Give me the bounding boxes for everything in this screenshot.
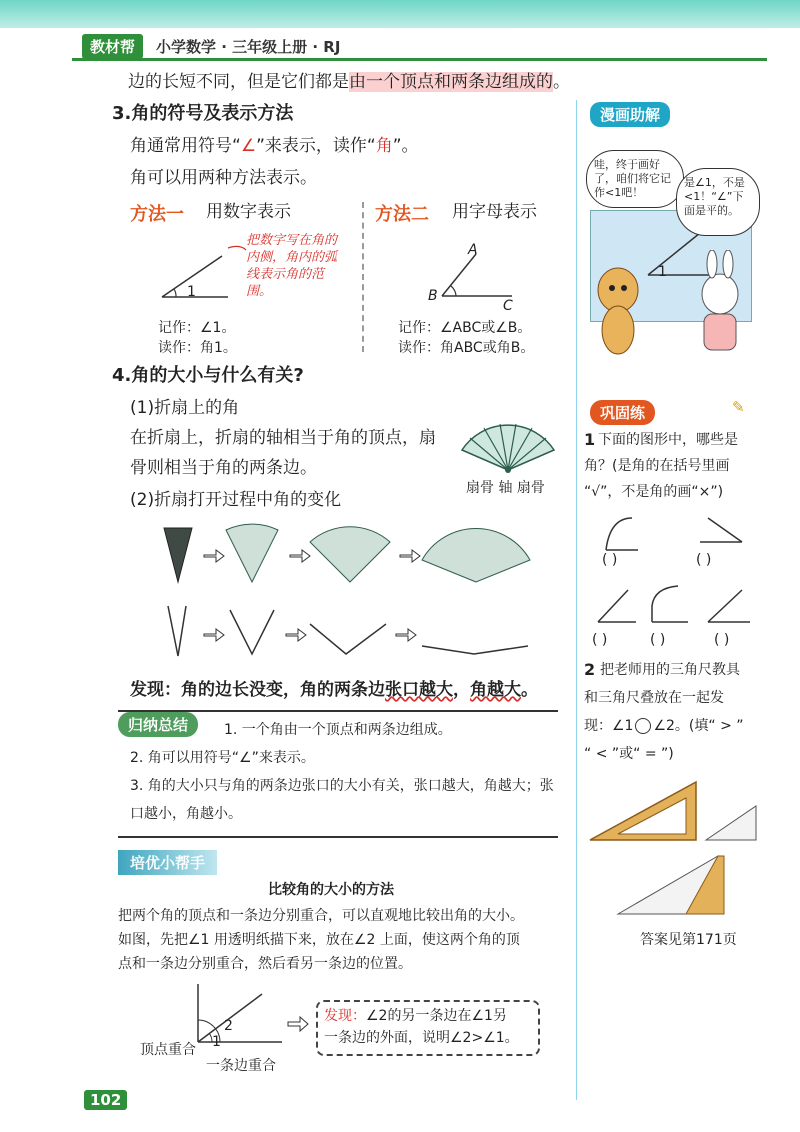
intro-highlight: 由一个顶点和两条边组成的 <box>349 72 553 92</box>
q2-line4: “ < ”或“ = ”) <box>584 746 674 762</box>
sec4-sub1: (1)折扇上的角 <box>130 398 240 418</box>
q1-line3: “√”，不是角的画“×”) <box>584 484 724 500</box>
sec4-sub2: (2)折扇打开过程中角的变化 <box>130 490 342 510</box>
q1-figures <box>590 510 760 640</box>
fan-image <box>458 420 558 478</box>
q2-line3: 现：∠1 ∠2。(填“ > ” <box>584 718 744 734</box>
q1-paren-3[interactable]: ( ) <box>592 632 608 648</box>
method1-text: 用数字表示 <box>206 202 291 222</box>
helper-p3: 点和一条边分别重合，然后看另一条边的位置。 <box>118 956 412 972</box>
kangaroo-character <box>588 250 648 360</box>
fan-labels: 扇骨 轴 扇骨 <box>466 480 545 496</box>
sec4-title: 4.角的大小与什么有关? <box>112 365 304 386</box>
summary-tag: 归纳总结 <box>118 712 198 737</box>
method2-read: 读作：角ABC或角B。 <box>398 340 535 356</box>
overlap-angles-diagram <box>190 980 290 1050</box>
summary-line3: 3. 角的大小只与角的两条边张口的大小有关，张口越大，角越大；张 <box>130 778 554 794</box>
method1-note: 把数字写在角的内侧，角内的弧线表示角的范围。 <box>246 233 338 299</box>
practice-title: 巩固练 <box>590 400 655 425</box>
fan-sequence <box>150 520 550 590</box>
angle-label-2: 2 <box>224 1018 233 1034</box>
comic-angle-number: 1 <box>658 264 667 280</box>
label-B: B <box>428 288 438 304</box>
helper-title: 比较角的大小的方法 <box>268 882 394 898</box>
angle1-number: 1 <box>187 284 196 300</box>
angle-sequence <box>150 600 550 660</box>
sec3-title: 3.角的符号及表示方法 <box>112 103 294 124</box>
helper-tag: 培优小帮手 <box>118 850 217 875</box>
intro-line: 边的长短不同，但是它们都是由一个顶点和两条边组成的。 <box>128 72 570 92</box>
sec4-p2: 骨则相当于角的两条边。 <box>130 458 317 478</box>
q1-number: 1 <box>584 430 596 449</box>
method1-write: 记作：∠1。 <box>158 320 236 336</box>
summary-line1: 1. 一个角由一个顶点和两条边组成。 <box>224 722 452 738</box>
rabbit-character <box>690 250 750 360</box>
label-A: A <box>468 242 478 258</box>
method2-label: 方法二 <box>375 204 429 225</box>
q1-paren-4[interactable]: ( ) <box>650 632 666 648</box>
fan-fully-open <box>422 528 530 582</box>
helper-p1: 把两个角的顶点和一条边分别重合，可以直观地比较出角的大小。 <box>118 908 524 924</box>
answer-reference: 答案见第171页 <box>640 932 737 948</box>
sec3-p1: 角通常用符号“∠”来表示，读作“角”。 <box>130 136 419 156</box>
arrow-1 <box>204 550 224 562</box>
bubble1-text: 哇，终于画好了，咱们将它记作<1吧！ <box>594 158 671 199</box>
q1-line2: 角？(是角的在括号里画 <box>584 458 730 474</box>
q2-line1: 把老师用的三角尺教具 <box>600 662 740 678</box>
q1-paren-2[interactable]: ( ) <box>696 552 712 568</box>
method1-label: 方法一 <box>130 204 184 225</box>
helper-finding-line2: 一条边的外面，说明∠2>∠1。 <box>324 1030 519 1046</box>
fan-half-open <box>310 527 390 582</box>
method2-text: 用字母表示 <box>452 202 537 222</box>
comic-title: 漫画助解 <box>590 102 670 127</box>
method2-write: 记作：∠ABC或∠B。 <box>398 320 532 336</box>
helper-p2: 如图，先把∠1 用透明纸描下来，放在∠2 上面，使这两个角的顶 <box>118 932 520 948</box>
q1-line1: 下面的图形中，哪些是 <box>598 432 738 448</box>
side-divider <box>576 100 577 1100</box>
bubble2-text: 是∠1，不是<1！“∠”下面是平的。 <box>684 176 745 217</box>
sec3-p2: 角可以用两种方法表示。 <box>130 168 317 188</box>
method1-read: 读作：角1。 <box>158 340 237 356</box>
label-side: 一条边重合 <box>206 1058 276 1074</box>
header-title: 小学数学 · 三年级上册 · RJ <box>156 38 341 56</box>
label-C: C <box>503 298 513 314</box>
header-divider <box>72 58 767 61</box>
label-vertex: 顶点重合 <box>140 1042 196 1058</box>
page-number: 102 <box>84 1090 127 1110</box>
q1-paren-1[interactable]: ( ) <box>602 552 618 568</box>
helper-finding-line1: 发现：∠2的另一条边在∠1另 <box>324 1008 507 1024</box>
q2-triangle-rulers <box>584 772 774 922</box>
arrow-2 <box>290 550 310 562</box>
q2-line2: 和三角尺叠放在一起发 <box>584 690 724 706</box>
sec4-p1: 在折扇上，折扇的轴相当于角的顶点，扇 <box>130 428 436 448</box>
q1-paren-5[interactable]: ( ) <box>714 632 730 648</box>
method-divider <box>362 202 364 352</box>
fan-slightly-open <box>226 524 278 582</box>
q2-answer-circle[interactable] <box>635 718 651 734</box>
fan-closed <box>164 528 192 582</box>
pencil-icon: ✎ <box>732 398 745 416</box>
sec4-finding: 发现：角的边长没变，角的两条边张口越大，角越大。 <box>130 680 538 700</box>
angle-label-1: 1 <box>212 1034 221 1050</box>
q2-number: 2 <box>584 660 596 679</box>
helper-arrow <box>286 1014 312 1034</box>
summary-line4: 口越小，角越小。 <box>130 806 242 822</box>
arrow-3 <box>400 550 420 562</box>
header-tag: 教材帮 <box>82 34 143 59</box>
summary-line2: 2. 角可以用符号“∠”来表示。 <box>130 750 315 766</box>
top-bar <box>0 0 800 28</box>
